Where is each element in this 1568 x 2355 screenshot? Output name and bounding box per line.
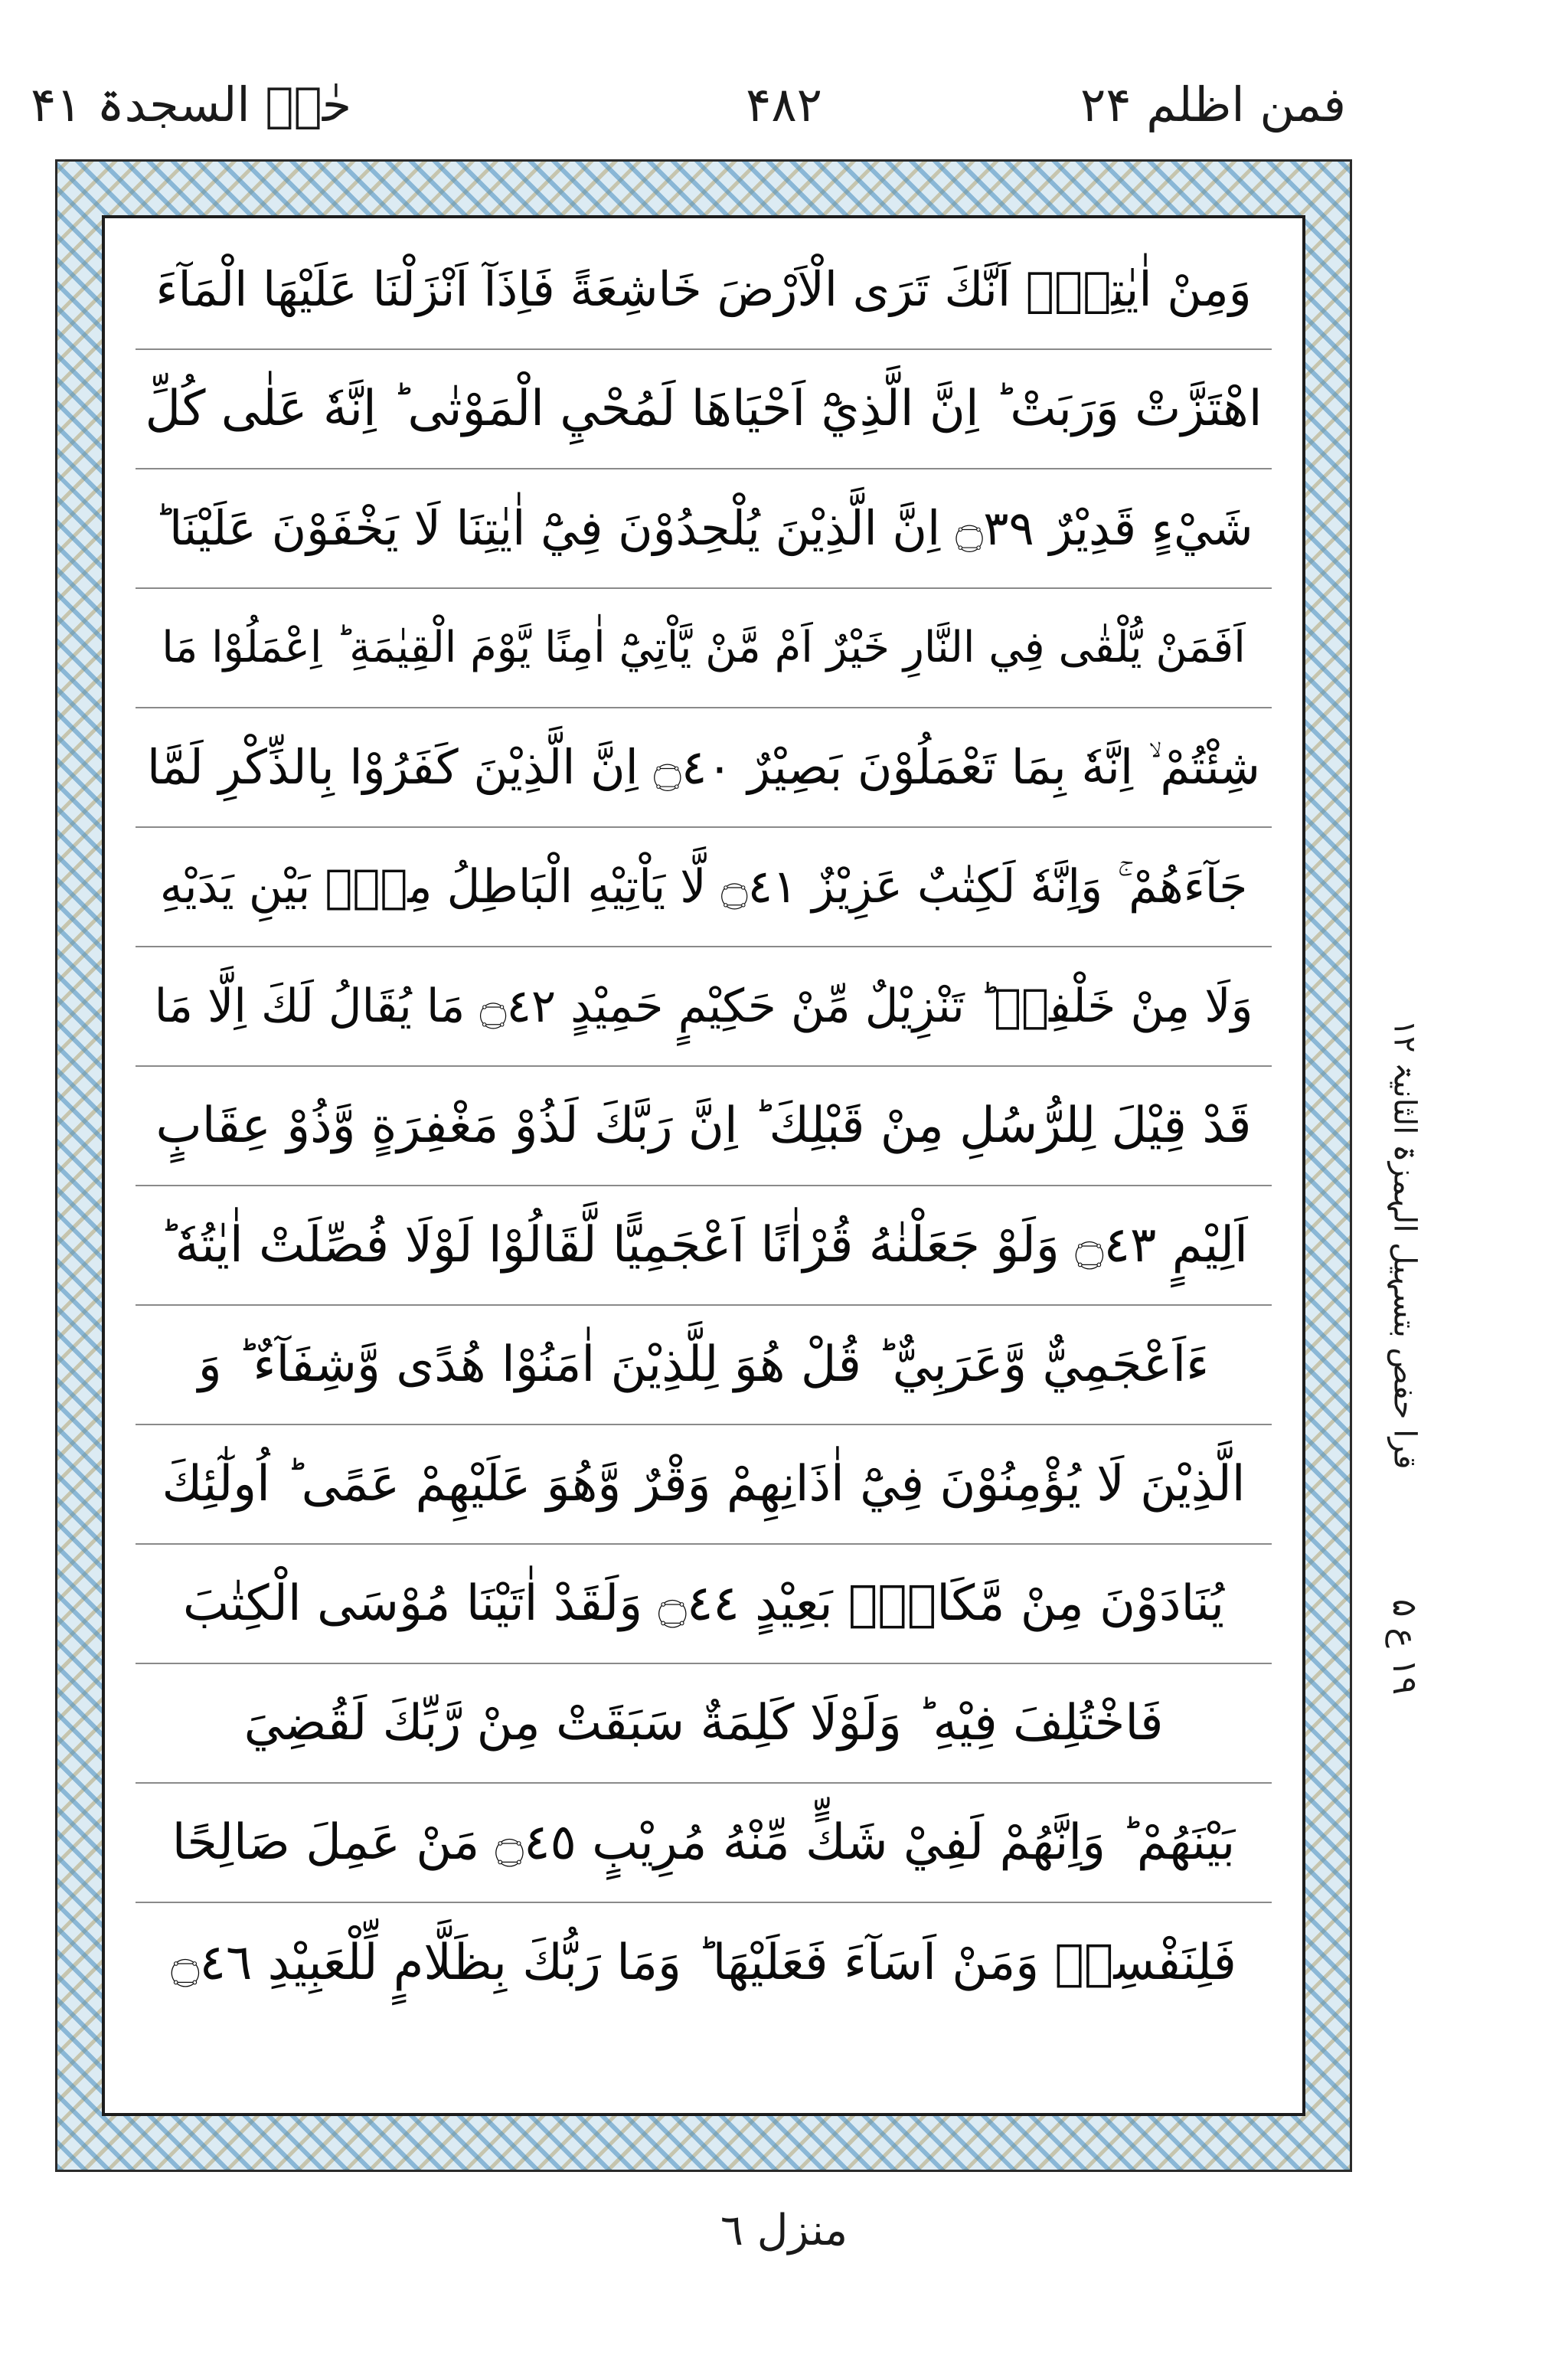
verse-line-text: شَيْءٍ قَدِيْرٌ ۝٣٩ اِنَّ الَّذِيْنَ يُلْحِدُوْنَ فِيْٓ اٰيٰتِنَا لَا يَخْفَوْنَ عَلَيْنَا ؕ <box>154 500 1253 556</box>
surah-title: حٰمۤ السجدۃ ۴۱ <box>31 77 352 132</box>
verse-line <box>136 1545 1272 1664</box>
verse-line-text: بَيْنَهُمْ ؕ وَاِنَّهُمْ لَفِيْ شَكٍّ مِّنْهُ مُرِيْبٍ ۝٤٥ مَنْ عَمِلَ صَالِحًا <box>172 1814 1236 1871</box>
decorative-border <box>55 159 1352 2172</box>
verse-line-text: اَفَمَنْ يُّلْقٰى فِي النَّارِ خَيْرٌ اَمْ مَّنْ يَّاْتِيْٓ اٰمِنًا يَّوْمَ الْقِيٰمَةِ ؕ اِعْمَلُوْا مَا <box>162 623 1246 672</box>
verse-line <box>136 469 1272 589</box>
text-panel <box>102 215 1305 2116</box>
verse-line <box>136 828 1272 947</box>
verse-line-text: شِئْتُمْ ۙ اِنَّهٗ بِمَا تَعْمَلُوْنَ بَصِيْرٌ ۝٤٠ اِنَّ الَّذِيْنَ كَفَرُوْا بِالذِّكْرِ لَمَّا <box>147 739 1260 795</box>
verse-line <box>136 1664 1272 1784</box>
verse-line <box>136 1186 1272 1306</box>
verse-line <box>136 1306 1272 1425</box>
ruku-marker-text: ۱۹ ع ۵ <box>1385 1598 1425 1695</box>
verse-line-text: فَاخْتُلِفَ فِيْهِ ؕ وَلَوْلَا كَلِمَةٌ سَبَقَتْ مِنْ رَّبِّكَ لَقُضِيَ <box>243 1695 1164 1752</box>
verse-line-text: ءَاَعْجَمِيٌّ وَّعَرَبِيٌّ ؕ قُلْ هُوَ لِلَّذِيْنَ اٰمَنُوْا هُدًى وَّشِفَآءٌ ؕ وَ <box>198 1336 1210 1393</box>
verse-line-text: وَلَا مِنْ خَلْفِهٖ ؕ تَنْزِيْلٌ مِّنْ حَكِيْمٍ حَمِيْدٍ ۝٤٢ مَا يُقَالُ لَكَ اِلَّا مَا <box>154 980 1253 1033</box>
juz-title: فمن اظلم ۲۴ <box>1080 77 1346 132</box>
verse-line-text: اهْتَزَّتْ وَرَبَتْ ؕ اِنَّ الَّذِيْٓ اَحْيَاهَا لَمُحْيِ الْمَوْتٰى ؕ اِنَّهٗ عَلٰى كُلِّ <box>145 381 1263 437</box>
verse-line-text: الَّذِيْنَ لَا يُؤْمِنُوْنَ فِيْٓ اٰذَانِهِمْ وَقْرٌ وَّهُوَ عَلَيْهِمْ عَمًى ؕ اُولٰٓئِكَ <box>162 1456 1246 1513</box>
verse-line-text: وَمِنْ اٰيٰتِهٖٓ اَنَّكَ تَرَى الْاَرْضَ خَاشِعَةً فَاِذَآ اَنْزَلْنَا عَلَيْهَا الْمَآءَ <box>155 261 1252 317</box>
verse-line <box>136 708 1272 828</box>
verse-line <box>136 1903 1272 2023</box>
verse-line-text: فَلِنَفْسِهٖ وَمَنْ اَسَآءَ فَعَلَيْهَا ؕ وَمَا رَبُّكَ بِظَلَّامٍ لِّلْعَبِيْدِ ۝٤٦ <box>171 1935 1236 1991</box>
margin-note-text: قرا حفص بتسہیل الہمزۃ الثانیۃ ۱۲ <box>1387 1019 1423 1470</box>
manzil-footer: منزل ٦ <box>720 2206 848 2255</box>
page-header <box>0 69 1568 153</box>
verse-line-text: يُنَادَوْنَ مِنْ مَّكَانٍۢ بَعِيْدٍ ۝٤٤ وَلَقَدْ اٰتَيْنَا مُوْسَى الْكِتٰبَ <box>182 1575 1225 1632</box>
verse-line <box>136 589 1272 708</box>
verse-line-text: جَآءَهُمْ ۚ وَاِنَّهٗ لَكِتٰبٌ عَزِيْزٌ ۝٤١ لَّا يَاْتِيْهِ الْبَاطِلُ مِنْۢ بَيْنِ يَدَيْهِ <box>159 860 1248 914</box>
verse-line <box>136 231 1272 350</box>
verse-line <box>136 947 1272 1067</box>
verse-line <box>136 1067 1272 1186</box>
verse-line <box>136 1425 1272 1545</box>
verse-line-text: اَلِيْمٍ ۝٤٣ وَلَوْ جَعَلْنٰهُ قُرْاٰنًا اَعْجَمِيًّا لَّقَالُوْا لَوْلَا فُصِّلَتْ اٰيٰتُهٗ ؕ <box>159 1217 1248 1274</box>
margin-note <box>1370 1003 1439 1486</box>
verse-line <box>136 1784 1272 1903</box>
page-number: ۴۸۲ <box>746 77 822 132</box>
verse-line <box>136 350 1272 469</box>
verse-lines <box>136 231 1272 2101</box>
verse-line-text: قَدْ قِيْلَ لِلرُّسُلِ مِنْ قَبْلِكَ ؕ اِنَّ رَبَّكَ لَذُوْ مَغْفِرَةٍ وَّذُوْ عِقَابٍ <box>155 1097 1252 1154</box>
ruku-marker <box>1370 1578 1439 1716</box>
